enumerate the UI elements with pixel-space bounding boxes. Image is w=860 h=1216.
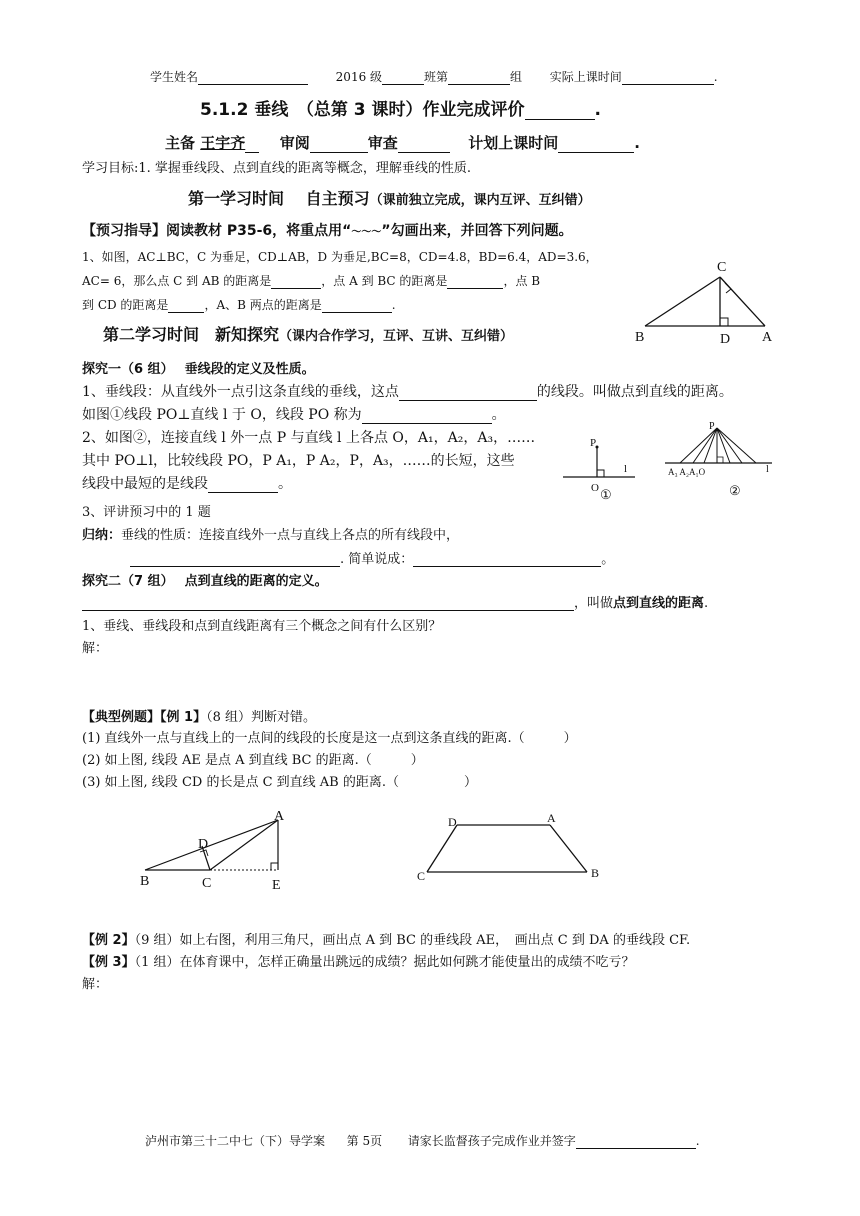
main-prep-label: 主备 [165, 134, 196, 152]
explore1-p4: 其中 PO⊥l，比较线段 PO，P A₁，P A₂，P，A₃，……的长短，这些 [82, 453, 515, 469]
explore2-question: 1、垂线、垂线段和点到直线距离有三个概念之间有什么区别？ [82, 619, 442, 634]
section1-heading [188, 186, 591, 209]
figure-right-triangle [630, 255, 780, 350]
def-b: 点到直线的距离 [613, 596, 705, 611]
label-p: P [590, 437, 597, 449]
p5a: 线段中最短的是线段 [82, 476, 208, 492]
example1-item3: (3) 如上图, 线段 CD 的长是点 C 到直线 AB 的距离.（ ） [82, 775, 477, 790]
explore2-answer: 解： [82, 641, 109, 656]
staff-dot: . [634, 134, 640, 152]
label-c: C [717, 260, 727, 275]
evaluation-blank[interactable] [525, 102, 595, 120]
example3-answer: 解： [82, 977, 109, 992]
title-dot: . [594, 100, 601, 120]
preview-label: 【预习指导】 [82, 223, 166, 239]
tri-label-e: E [272, 878, 281, 893]
blank-perp-segment[interactable] [399, 386, 537, 401]
page-title [200, 95, 601, 120]
p1a: 1、垂线段：从直线外一点引这条直线的垂线，这点 [82, 384, 399, 400]
footer-parent-sign: 请家长监督孩子完成作业并签字 [407, 1134, 576, 1148]
example1-heading [82, 706, 316, 725]
label-l: l [624, 463, 628, 475]
check-label: 审查 [367, 134, 398, 152]
blank-property[interactable] [130, 552, 340, 567]
actual-time-label: 实际上课时间 [549, 70, 622, 84]
actual-time-blank[interactable] [622, 70, 714, 85]
goal-label: 学习目标 [82, 161, 135, 176]
blank-b-to-cd[interactable] [168, 298, 204, 313]
preview-text-a: 阅读教材 P35-6，将重点用“ [166, 223, 352, 239]
trap-label-d: D [448, 815, 457, 829]
trap-label-c: C [417, 869, 426, 883]
header-row [150, 68, 718, 85]
footer-dot: . [695, 1134, 700, 1148]
example1-item2: (2) 如上图, 线段 AE 是点 A 到直线 BC 的距离.（ ） [82, 753, 424, 768]
blank-ab-distance[interactable] [322, 298, 392, 313]
review-blank[interactable] [310, 138, 368, 153]
fan-label-p: P [709, 421, 715, 432]
summary-label: 归纳： [82, 528, 122, 543]
fan-label-points: A₃ A₂A₁O [668, 467, 706, 477]
tri-label-a: A [274, 809, 285, 824]
figure-po-perp [560, 437, 640, 507]
tri-label-c: C [202, 876, 212, 891]
blank-definition[interactable] [82, 596, 574, 611]
fan-label-l: l [766, 464, 769, 475]
p2a: 如图①线段 PO⊥直线 l 于 O，线段 PO 称为 [82, 407, 362, 423]
main-prep-tail [245, 138, 259, 153]
label-d: D [720, 332, 731, 347]
example3-text: （1 组）在体育课中，怎样正确量出跳远的成绩？据此如何跳才能使量出的成绩不吃亏？ [134, 955, 635, 970]
title-text: 5.1.2 垂线 （总第 3 课时）作业完成评价 [200, 100, 525, 120]
trap-label-a: A [547, 811, 556, 825]
tri-label-b: B [140, 874, 150, 889]
footer-school: 泸州市第三十二中七（下）导学案 [145, 1134, 326, 1148]
footer [145, 1132, 700, 1149]
group-label: 组 [510, 70, 523, 84]
example2-text: （9 组）如上右图，利用三角尺，画出点 A 到 BC 的垂线段 AE， 画出点 C 到 DA 的垂线段 CF. [134, 933, 691, 948]
q1-line2 [82, 272, 540, 289]
blank-po-name[interactable] [362, 409, 492, 424]
class-blank[interactable] [382, 70, 424, 85]
q1-l2a: AC= 6，那么点 C 到 AB 的距离是 [82, 274, 272, 288]
figure-num-2: ② [729, 483, 741, 498]
explore1-p6: 3、评讲预习中的 1 题 [82, 505, 211, 520]
p1b: 的线段。叫做点到直线的距离。 [536, 384, 733, 400]
blank-c-to-ab[interactable] [271, 274, 321, 289]
student-name-blank[interactable] [198, 70, 308, 85]
example3 [82, 951, 634, 970]
explore2-def [82, 592, 708, 611]
section1-title: 第一学习时间 自主预习 [188, 189, 370, 208]
class-label: 班第 [424, 70, 449, 84]
def-a: ，叫做 [574, 596, 614, 611]
q1-line3 [82, 296, 396, 313]
q1-l2c: ，点 B [503, 274, 541, 288]
p5b: 。 [278, 476, 292, 492]
figure-triangle-ae [135, 808, 295, 893]
section2-title: 第二学习时间 新知探究 [103, 325, 280, 344]
p2b: 。 [491, 407, 506, 423]
learning-goal [82, 157, 471, 176]
q1-l3c: . [391, 298, 396, 312]
explore1-title: 探究一（6 组） 垂线段的定义及性质。 [82, 362, 315, 377]
label-b: B [635, 330, 645, 345]
figure-num-1: ① [600, 487, 612, 502]
group-blank[interactable] [448, 70, 510, 85]
sum2a: . 简单说成： [340, 552, 414, 567]
q1-l3b: ，A、B 两点的距离是 [204, 298, 322, 312]
wavy-mark: ～～～ [351, 227, 382, 238]
trap-label-b: B [591, 866, 600, 880]
review-label: 审阅 [279, 134, 310, 152]
q1-l2b: ，点 A 到 BC 的距离是 [321, 274, 448, 288]
plan-time-label: 计划上课时间 [468, 134, 559, 152]
def-c: . [704, 596, 709, 611]
blank-shortest[interactable] [208, 478, 278, 493]
example-group: （8 组）判断对错。 [206, 710, 316, 725]
preview-guide [82, 220, 573, 240]
summary-text: 垂线的性质：连接直线外一点与直线上各点的所有线段中， [121, 528, 460, 543]
grade-label: 2016 级 [335, 70, 383, 84]
example-label: 【典型例题】【例 1】 [82, 710, 207, 725]
label-o: O [591, 482, 599, 494]
explore1-p2 [82, 404, 506, 424]
explore2-title: 探究二（7 组） 点到直线的距离的定义。 [82, 574, 328, 589]
goal-text: :1. 掌握垂线段、点到直线的距离等概念，理解垂线的性质. [134, 161, 472, 176]
preview-text-b: ”勾画出来，并回答下列问题。 [381, 223, 573, 239]
section2-note: （课内合作学习，互评、互讲、互纠错） [279, 329, 514, 344]
summary-line1 [82, 524, 459, 543]
section2-heading [103, 322, 513, 345]
q1-l3a: 到 CD 的距离是 [82, 298, 169, 312]
example3-label: 【例 3】 [82, 955, 135, 970]
tri-label-d: D [198, 837, 209, 852]
header-dot: . [713, 70, 718, 84]
student-name-label: 学生姓名 [150, 70, 199, 84]
blank-a-to-bc[interactable] [447, 274, 503, 289]
example2 [82, 929, 690, 948]
figure-fan-segments [660, 418, 780, 500]
q1-line1: 1、如图，AC⊥BC，C 为垂足，CD⊥AB，D 为垂足,BC=8，CD=4.8，BD=6.4，AD=3.6， [82, 250, 598, 264]
plan-time-blank[interactable] [558, 138, 634, 153]
blank-short-form[interactable] [413, 552, 601, 567]
figure-trapezoid [412, 810, 607, 885]
example2-label: 【例 2】 [82, 933, 135, 948]
check-blank[interactable] [398, 138, 450, 153]
explore1-p1 [82, 381, 733, 401]
footer-page: 第 5页 [346, 1134, 383, 1148]
example1-item1: (1) 直线外一点与直线上的一点间的线段的长度是这一点到这条直线的距离.（ ） [82, 731, 577, 746]
main-prep-name: 王宇齐 [200, 134, 246, 152]
section1-note: （课前独立完成，课内互评、互纠错） [369, 193, 591, 208]
label-a: A [762, 330, 773, 345]
parent-sign-blank[interactable] [576, 1134, 696, 1149]
staff-row [165, 132, 640, 153]
explore1-p3: 2、如图②，连接直线 l 外一点 P 与直线 l 上各点 O，A₁，A₂，A₃，…… [82, 430, 536, 446]
explore1-p5 [82, 473, 292, 493]
sum2b: 。 [601, 552, 615, 567]
summary-line2 [130, 548, 614, 567]
